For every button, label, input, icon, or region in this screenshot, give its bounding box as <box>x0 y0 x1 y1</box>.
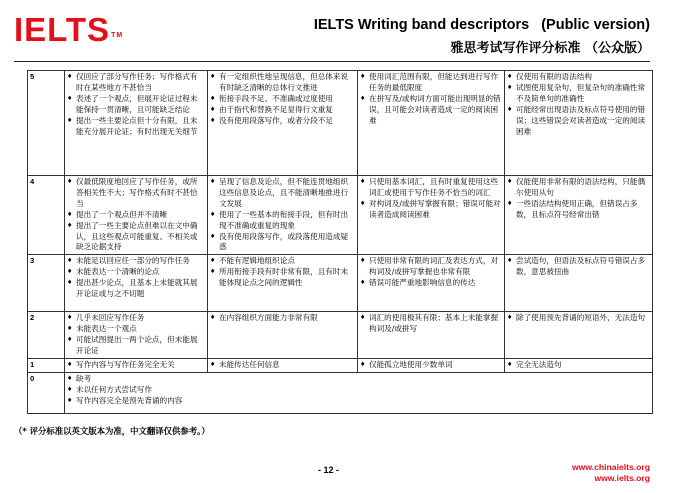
header-divider <box>14 61 650 62</box>
descriptor-item: ♦ 所用衔接手段有时非常有限，且有时未能体现论点之间的逻辑性 <box>210 267 355 289</box>
page-number: - 12 - <box>318 465 340 475</box>
trademark-mark: TM <box>111 32 124 39</box>
descriptor-cell-coherence <box>208 71 358 176</box>
descriptor-list <box>67 313 205 357</box>
descriptor-list <box>507 177 650 221</box>
descriptor-cell-coherence <box>208 176 358 255</box>
descriptor-cell-lexical <box>358 358 505 372</box>
descriptor-item: ♦ 呈现了信息及论点，但不能连贯地组织这些信息及论点，且不能清晰地推进行文发展 <box>210 177 355 210</box>
descriptor-item: ♦ 写作内容与写作任务完全无关 <box>67 360 205 371</box>
descriptor-item: ♦ 尝试造句，但语法及标点符号错误占多数，意思被扭曲 <box>507 256 650 278</box>
descriptor-list <box>210 72 355 127</box>
band-score: 5 <box>28 71 65 176</box>
descriptor-cell-lexical <box>358 71 505 176</box>
descriptor-list <box>507 72 650 137</box>
footnote: （* 评分标准以英文版本为准，中文翻译仅供参考。） <box>14 426 210 436</box>
descriptor-cell-lexical <box>358 176 505 255</box>
descriptor-item: ♦ 只使用非常有限的词汇及表达方式，对构词及/或拼写掌握也非常有限 <box>360 256 502 278</box>
descriptor-item: ♦ 仅能孤立地使用少数单词 <box>360 360 502 371</box>
descriptor-item: ♦ 提出了一些主要论点但难以在文中确认，且这些观点可能重复、不相关或缺乏论据支持 <box>67 221 205 254</box>
descriptor-item: ♦ 错误可能严重地影响信息的传达 <box>360 278 502 289</box>
descriptor-cell-task <box>65 312 208 359</box>
descriptor-item: ♦ 未以任何方式尝试写作 <box>67 385 650 396</box>
ielts-logo: IELTS™ <box>14 11 124 48</box>
descriptor-list <box>210 256 355 289</box>
descriptor-item: ♦ 使用了一些基本的衔接手段，但有时出现不准确或重复的现象 <box>210 210 355 232</box>
band-score: 3 <box>28 255 65 312</box>
descriptor-item: ♦ 提出甚少论点，且基本上未能就其展开论证或与之不切题 <box>67 278 205 300</box>
descriptor-item: ♦ 试图使用复杂句，但复杂句的准确性常不及简单句的准确性 <box>507 83 650 105</box>
descriptor-cell <box>65 372 653 413</box>
descriptor-list <box>360 256 502 289</box>
descriptor-item: ♦ 几乎未回应写作任务 <box>67 313 205 324</box>
website-link[interactable]: www.ielts.org <box>594 473 650 483</box>
descriptor-list <box>67 72 205 137</box>
descriptor-cell-grammar <box>505 176 653 255</box>
descriptor-list <box>210 360 355 371</box>
descriptor-item: ♦ 词汇的使用极其有限；基本上未能掌握构词及/或拼写 <box>360 313 502 335</box>
version-label: (Public version) <box>541 17 650 33</box>
descriptor-item: ♦ 提出一些主要论点但十分有限，且未能充分展开论证；有时出现无关细节 <box>67 116 205 138</box>
descriptor-item: ♦ 只使用基本词汇，且有时重复使用这些词汇或使用于写作任务不恰当的词汇 <box>360 177 502 199</box>
descriptor-cell-coherence <box>208 358 358 372</box>
page-title-cn: 雅思考试写作评分标准 （公众版） <box>450 41 650 56</box>
descriptor-item: ♦ 未能表达一个观点 <box>67 324 205 335</box>
band-row <box>28 71 653 176</box>
band-row <box>28 312 653 359</box>
descriptor-item: ♦ 没有使用段落写作，或段落使用造成疑惑 <box>210 232 355 254</box>
descriptor-item: ♦ 衔接手段不足、不准确或过度使用 <box>210 94 355 105</box>
website-link[interactable]: www.chinaielts.org <box>572 462 650 472</box>
band-score: 4 <box>28 176 65 255</box>
descriptor-cell-coherence <box>208 312 358 359</box>
descriptor-item: ♦ 除了使用预先背诵的短语外，无法造句 <box>507 313 650 324</box>
descriptor-item: ♦ 缺考 <box>67 374 650 385</box>
descriptor-item: ♦ 完全无法造句 <box>507 360 650 371</box>
descriptor-list <box>67 374 650 407</box>
descriptor-item: ♦ 使用词汇范围有限，但能达到进行写作任务的最低限度 <box>360 72 502 94</box>
descriptor-list <box>67 256 205 300</box>
descriptor-item: ♦ 对构词及/或拼写掌握有限；错误可能对读者造成阅读困难 <box>360 199 502 221</box>
descriptor-list <box>507 256 650 278</box>
descriptor-item: ♦ 仅能使用非常有限的语法结构，只能偶尔使用从句 <box>507 177 650 199</box>
descriptor-list <box>210 313 355 324</box>
website-links <box>572 462 650 484</box>
band-score: 1 <box>28 358 65 372</box>
descriptor-item: ♦ 不能有逻辑地组织论点 <box>210 256 355 267</box>
descriptor-item: ♦ 可能试图提出一两个论点，但未能展开论证 <box>67 335 205 357</box>
descriptor-list <box>360 177 502 221</box>
descriptor-item: ♦ 没有使用段落写作，或者分段不足 <box>210 116 355 127</box>
descriptor-item: ♦ 写作内容完全是预先背诵的内容 <box>67 396 650 407</box>
descriptor-item: ♦ 由于指代和替换不足显得行文重复 <box>210 105 355 116</box>
descriptor-cell-lexical <box>358 255 505 312</box>
descriptor-list <box>360 313 502 335</box>
band-row <box>28 255 653 312</box>
descriptor-cell-task <box>65 176 208 255</box>
descriptor-list <box>507 360 650 371</box>
descriptor-item: ♦ 仅最低限度地回应了写作任务，或所答相关性不大；写作格式有时不甚恰当 <box>67 177 205 210</box>
band-score: 2 <box>28 312 65 359</box>
descriptor-item: ♦ 仅回应了部分写作任务；写作格式有时在某些地方不甚恰当 <box>67 72 205 94</box>
descriptor-cell-coherence <box>208 255 358 312</box>
descriptor-list <box>67 177 205 253</box>
band-row <box>28 358 653 372</box>
descriptor-item: ♦ 可能经常出现语法及标点符号使用的错误；这些错误会对读者造成一定的阅读困难 <box>507 105 650 138</box>
descriptor-cell-task <box>65 255 208 312</box>
descriptor-item: ♦ 有一定组织性地呈现信息，但总体来说有时缺乏清晰的总体行文推进 <box>210 72 355 94</box>
descriptor-item: ♦ 表述了一个观点，但展开论证过程未能保持一贯清晰，且可能缺乏结论 <box>67 94 205 116</box>
descriptor-list <box>507 313 650 324</box>
descriptor-item: ♦ 提出了一个观点但并不清晰 <box>67 210 205 221</box>
descriptor-cell-grammar <box>505 255 653 312</box>
descriptor-cell-grammar <box>505 358 653 372</box>
descriptor-cell-grammar <box>505 312 653 359</box>
page-title-en: IELTS Writing band descriptors (Public version) <box>313 17 650 33</box>
descriptor-cell-grammar <box>505 71 653 176</box>
band-descriptor-table <box>27 70 653 414</box>
descriptor-item: ♦ 未能表达一个清晰的论点 <box>67 267 205 278</box>
descriptor-cell-task <box>65 71 208 176</box>
descriptor-list <box>67 360 205 371</box>
descriptor-item: ♦ 在内容组织方面能力非常有限 <box>210 313 355 324</box>
descriptor-cell-lexical <box>358 312 505 359</box>
band-row <box>28 176 653 255</box>
band-row <box>28 372 653 413</box>
descriptor-list <box>210 177 355 253</box>
descriptor-item: ♦ 一些语法结构使用正确，但错误占多数，且标点符号经常出错 <box>507 199 650 221</box>
descriptor-list <box>360 72 502 127</box>
band-score: 0 <box>28 372 65 413</box>
descriptor-cell-task <box>65 358 208 372</box>
descriptor-item: ♦ 在拼写及/或构词方面可能出现明显的错误，且可能会对读者造成一定的阅读困难 <box>360 94 502 127</box>
descriptor-list <box>360 360 502 371</box>
descriptor-item: ♦ 未能传达任何信息 <box>210 360 355 371</box>
descriptor-item: ♦ 未能足以回应任一部分的写作任务 <box>67 256 205 267</box>
descriptor-item: ♦ 仅使用有限的语法结构 <box>507 72 650 83</box>
